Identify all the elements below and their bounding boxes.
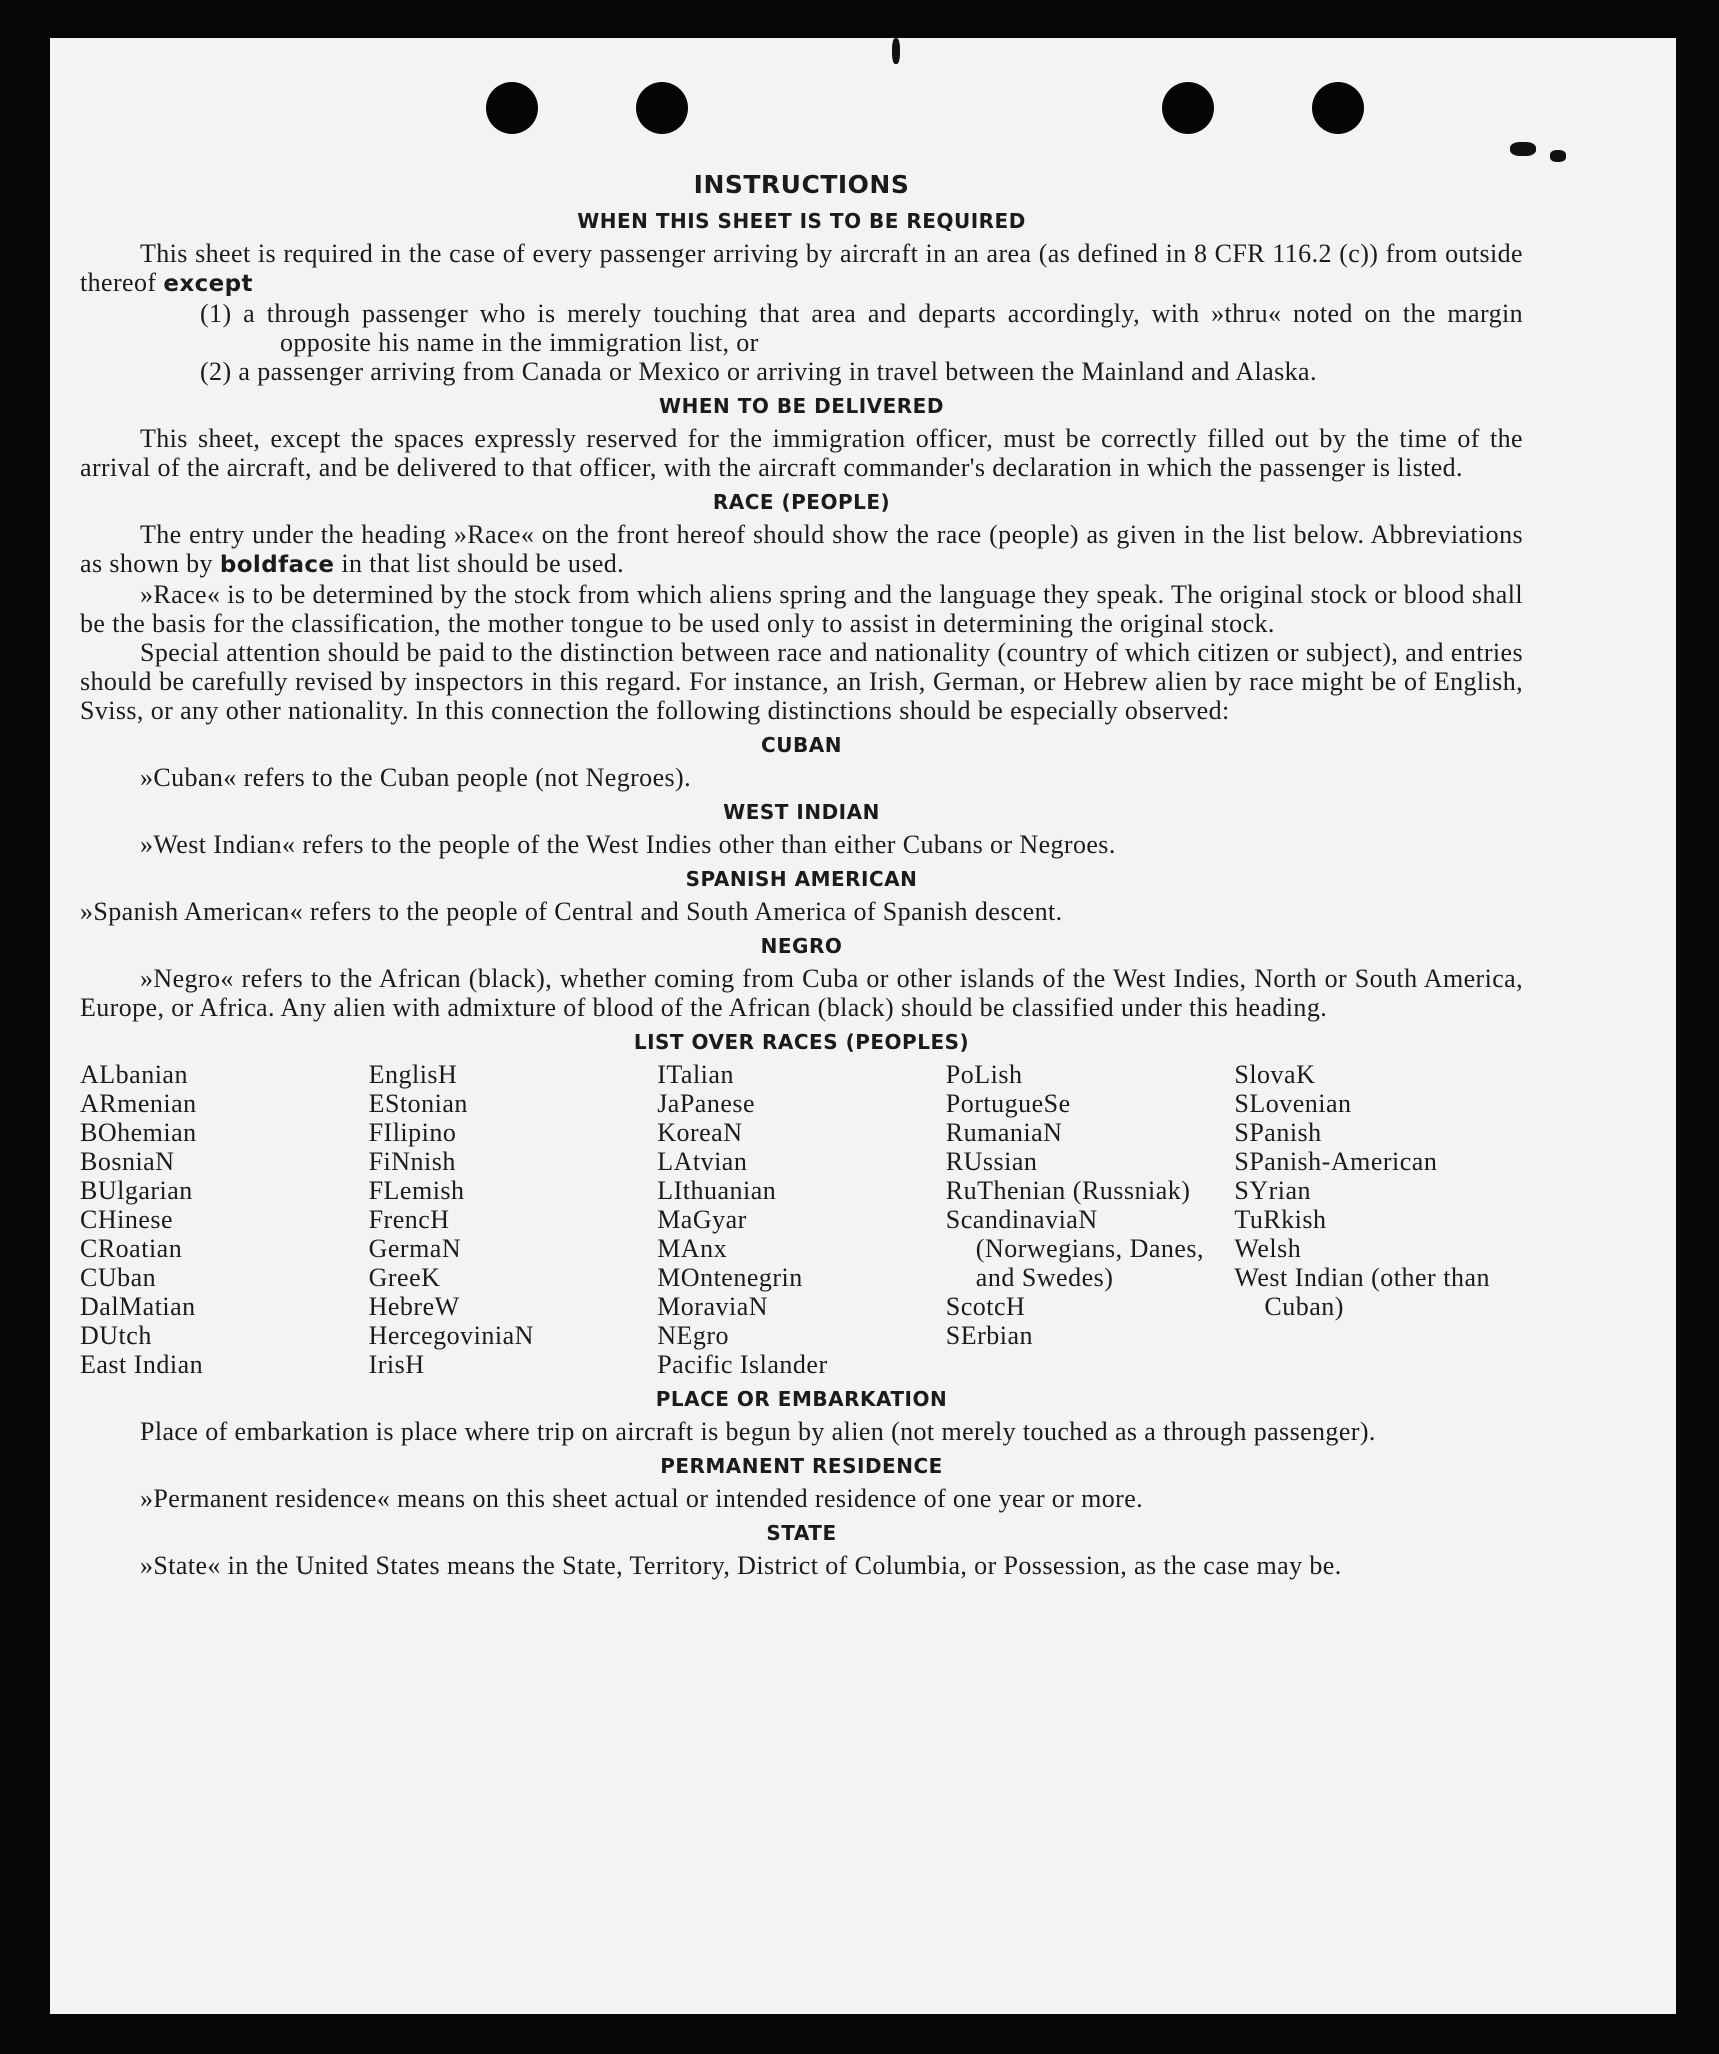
race-entry: East Indian: [80, 1350, 204, 1379]
race-list-column: [369, 1060, 658, 1379]
race-entry: BOhemian: [80, 1118, 197, 1147]
race-entry: ScotcH: [945, 1292, 1026, 1321]
race-paragraph-1: [80, 520, 1523, 580]
race-entry: BUlgarian: [80, 1176, 193, 1205]
race-entry: LAtvian: [657, 1147, 748, 1176]
race-entry: TuRkish: [1234, 1205, 1327, 1234]
race-p1-text-b: in that list should be used.: [341, 549, 625, 578]
section-heading-spanish-american: SPANISH AMERICAN: [685, 867, 918, 891]
required-intro-bold: except: [163, 271, 253, 297]
page-title: INSTRUCTIONS: [693, 170, 910, 199]
race-entry: ITalian: [657, 1060, 734, 1089]
punch-hole: [636, 82, 688, 134]
document-sheet: [50, 38, 1676, 2014]
race-entry: EnglisH: [368, 1060, 458, 1089]
race-entry: RUssian: [945, 1147, 1038, 1176]
race-p1-bold: boldface: [219, 552, 335, 578]
race-entry: CHinese: [80, 1205, 174, 1234]
required-intro-text: This sheet is required in the case of every passenger arriving by aircraft in an area (as defined in 8 CFR 116.2 (c)) from outside thereof: [80, 239, 1523, 297]
race-entry: DalMatian: [80, 1292, 196, 1321]
race-entry: GreeK: [368, 1263, 441, 1292]
residence-text: »Permanent residence« means on this sheet actual or intended residence of one year or more.: [140, 1484, 1144, 1513]
section-heading-required: WHEN THIS SHEET IS TO BE REQUIRED: [577, 209, 1026, 233]
race-entry: CUban: [80, 1263, 157, 1292]
section-heading-delivered: WHEN TO BE DELIVERED: [659, 394, 944, 418]
race-entry: GermaN: [368, 1234, 462, 1263]
section-heading-west-indian: WEST INDIAN: [723, 800, 880, 824]
race-entry: FLemish: [368, 1176, 465, 1205]
race-entry: DUtch: [80, 1321, 152, 1350]
delivered-text: This sheet, except the spaces expressly reserved for the immigration officer, must be correctly filled out by the time of the arrival of the aircraft, and be delivered to that officer, with the aircraft commander's declaration in which the passenger is listed.: [80, 424, 1523, 482]
ink-speck: [1550, 150, 1566, 162]
race-entry: MOntenegrin: [657, 1263, 803, 1292]
west-indian-text: »West Indian« refers to the people of the West Indies other than either Cubans or Negroes.: [140, 830, 1116, 859]
race-entry: HercegoviniaN: [368, 1321, 534, 1350]
section-heading-race: RACE (PEOPLE): [712, 490, 891, 514]
section-heading-embarkation: PLACE OR EMBARKATION: [655, 1387, 948, 1411]
race-entry: MaGyar: [657, 1205, 747, 1234]
race-entry: MAnx: [657, 1234, 728, 1263]
race-p1-text-a: The entry under the heading »Race« on the front hereof should show the race (people) as given in the list below. Abbreviations as shown by: [80, 520, 1523, 578]
state-text: »State« in the United States means the State, Territory, District of Columbia, or Possession, as the case may be.: [140, 1551, 1342, 1580]
race-entry: West Indian (other than Cuban): [1234, 1263, 1490, 1321]
race-entry: CRoatian: [80, 1234, 183, 1263]
race-paragraph-2: »Race« is to be determined by the stock from which aliens spring and the language they speak. The original stock or blood shall be the basis for the classification, the mother tongue to be used only to assist in determining the original stock.: [80, 580, 1523, 638]
required-item: (2) a passenger arriving from Canada or Mexico or arriving in travel between the Mainland and Alaska.: [200, 357, 1317, 386]
race-entry: BosniaN: [80, 1147, 175, 1176]
race-entry: KoreaN: [657, 1118, 743, 1147]
punch-hole: [1312, 82, 1364, 134]
section-heading-negro: NEGRO: [760, 934, 843, 958]
spanish-american-text: »Spanish American« refers to the people of Central and South America of Spanish descent.: [80, 897, 1063, 926]
race-entry: FrencH: [368, 1205, 450, 1234]
race-entry: SPanish: [1234, 1118, 1322, 1147]
race-list-column: [1234, 1060, 1523, 1379]
section-heading-state: STATE: [766, 1521, 837, 1545]
race-entry: LIthuanian: [657, 1176, 777, 1205]
cuban-text: »Cuban« refers to the Cuban people (not Negroes).: [140, 763, 692, 792]
instructions-content: [80, 170, 1523, 1580]
race-entry: EStonian: [368, 1089, 468, 1118]
race-entry: PoLish: [945, 1060, 1023, 1089]
race-entry: PortugueSe: [945, 1089, 1071, 1118]
section-heading-cuban: CUBAN: [761, 733, 842, 757]
race-list-column: [80, 1060, 369, 1379]
race-entry: SErbian: [945, 1321, 1034, 1350]
race-entry: Welsh: [1234, 1234, 1302, 1263]
race-entry: IrisH: [368, 1350, 425, 1379]
race-list: [80, 1060, 1523, 1379]
race-entry: SLovenian: [1234, 1089, 1352, 1118]
race-entry: JaPanese: [657, 1089, 756, 1118]
race-entry: SYrian: [1234, 1176, 1312, 1205]
race-entry: FIlipino: [368, 1118, 457, 1147]
embarkation-text: Place of embarkation is place where trip on aircraft is begun by alien (not merely touched as a through passenger).: [140, 1417, 1376, 1446]
punch-hole: [1162, 82, 1214, 134]
race-entry: MoraviaN: [657, 1292, 769, 1321]
negro-text: »Negro« refers to the African (black), whether coming from Cuba or other islands of the West Indies, North or South America, Europe, or Africa. Any alien with admixture of blood of the African (black) should be classified under this heading.: [80, 964, 1523, 1022]
section-heading-race-list: LIST OVER RACES (PEOPLES): [633, 1030, 970, 1054]
race-entry: ARmenian: [80, 1089, 197, 1118]
race-entry: RumaniaN: [945, 1118, 1063, 1147]
required-item: (1) a through passenger who is merely touching that area and departs accordingly, with »thru« noted on the margin opposite his name in the immigration list, or: [200, 299, 1523, 357]
race-entry: FiNnish: [368, 1147, 456, 1176]
race-list-column: [657, 1060, 946, 1379]
punch-hole: [486, 82, 538, 134]
section-heading-residence: PERMANENT RESIDENCE: [660, 1454, 943, 1478]
race-entry: SlovaK: [1234, 1060, 1316, 1089]
race-entry: ALbanian: [80, 1060, 188, 1089]
race-entry: SPanish-American: [1234, 1147, 1438, 1176]
race-entry: Pacific Islander: [657, 1350, 828, 1379]
race-entry: RuThenian (Russniak): [945, 1176, 1191, 1205]
ink-speck: [892, 38, 900, 64]
race-entry: HebreW: [368, 1292, 460, 1321]
required-intro: [80, 239, 1523, 299]
race-entry: NEgro: [657, 1321, 730, 1350]
race-list-column: [946, 1060, 1235, 1379]
race-paragraph-3: Special attention should be paid to the distinction between race and nationality (country of which citizen or subject), and entries should be carefully revised by inspectors in this regard. For instance, an Irish, German, or Hebrew alien by race might be of English, Sviss, or any other nationality. In this connection the following distinctions should be especially observed:: [80, 638, 1523, 725]
ink-speck: [1510, 142, 1536, 156]
race-entry: ScandinaviaN (Norwegians, Danes, and Swedes): [945, 1205, 1205, 1292]
